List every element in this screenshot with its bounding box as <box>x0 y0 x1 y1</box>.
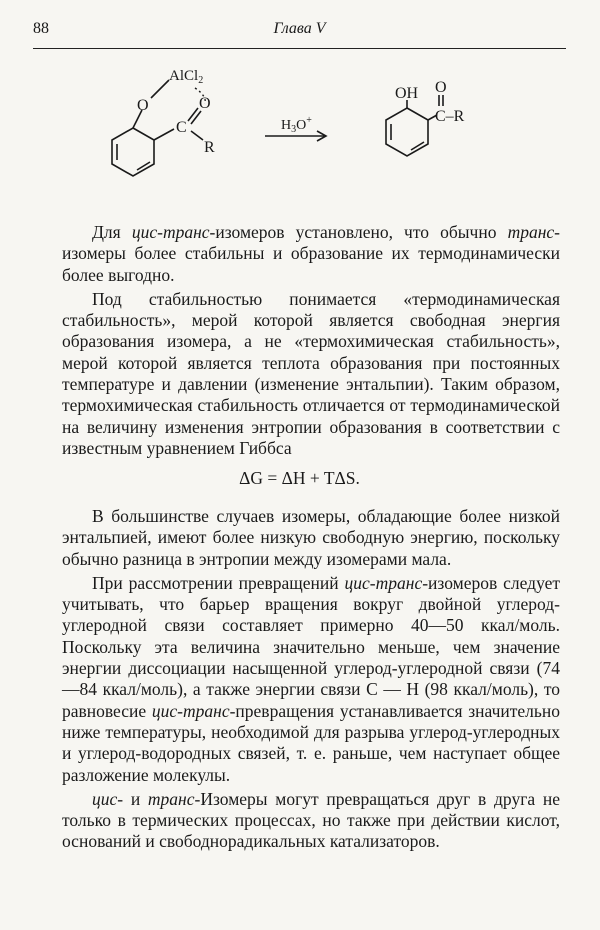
p4-italic-cis-trans-2: цис-транс <box>151 700 230 721</box>
text-block-top <box>62 222 560 462</box>
p1-text-1: Для <box>92 222 132 242</box>
paragraph-5 <box>62 789 560 853</box>
paragraph-1 <box>62 222 560 286</box>
p5-text-2: -Изомеры могут превращаться друг в друга не только в термических процессах, но также при действии кислот, оснований и свободнорадикальных катализаторов. <box>62 788 560 852</box>
p1-text-2: -изомеров установлено, что обычно <box>209 222 508 242</box>
right-carbonyl-oxygen: O <box>435 79 447 96</box>
paragraph-2: Под стабильностью понимается «термодинамическая стабильность», мерой которой является свободная энергия образования изомера, а не «термохимическая стабильность», мерой которой является теплота образования при постоянных температуре и давлении (изменение энтальпии). Таким образом, термохимическая стабильность отличается от термодинамической на величину изменения энтропии образования в соответствии с известным уравнением Гиббса <box>62 288 560 458</box>
paragraph-4 <box>62 573 560 786</box>
reaction-scheme-svg <box>33 58 566 208</box>
page-header <box>33 20 566 46</box>
reaction-scheme <box>33 58 566 208</box>
p4-text-3: -превращения устанавливается значительно ниже температуры, необходимой для разрыва углерод-углеродных и углерод-водородных связей, т. е. раньше, чем наступает общее разложение молекулы. <box>62 700 560 785</box>
left-benzene-ring <box>112 80 203 176</box>
left-metal-label: AlCl$_2$ <box>169 68 204 86</box>
right-hydroxyl: OH <box>395 85 419 102</box>
right-benzene-ring <box>386 95 443 156</box>
page-number: 88 <box>33 20 49 37</box>
reagent-label: $H_3O^+$ <box>281 115 312 135</box>
left-r-group: R <box>204 139 215 156</box>
text-block-bottom <box>62 506 560 856</box>
left-carbonyl-oxygen: O <box>199 95 211 112</box>
header-rule <box>33 48 566 49</box>
p1-italic-cis-trans: цис-транс <box>131 222 210 242</box>
p4-italic-cis-trans-1: цис-транс <box>344 572 423 593</box>
p1-italic-trans: транс <box>507 222 555 242</box>
p5-italic-cis: цис <box>92 788 118 809</box>
p1-text-3: -изомеры более стабильны и образование их термодинамически более выгодно. <box>62 222 560 285</box>
right-acyl-group: C–R <box>435 108 465 125</box>
left-ring-oxygen: O <box>137 97 149 114</box>
p5-italic-trans: транс <box>147 788 195 809</box>
paragraph-3: В большинстве случаев изомеры, обладающие более низкой энтальпией, имеют более низкую свободную энергию, поскольку обычно разница в энтропии между изомерами мала. <box>62 506 560 569</box>
left-carbon: C <box>176 119 187 136</box>
p4-text-2: -изомеров следует учитывать, что барьер вращения вокруг двойной углерод-углеродной связи составляет примерно 40—50 ккал/моль. Поскольку эта величина значительно меньше, чем значение энергии диссоциации насыщенной углерод-углеродной связи (74—84 ккал/моль), а также энергии связи С — Н (98 ккал/моль), то равновесие <box>62 572 561 721</box>
p5-text-1: - и <box>117 788 148 809</box>
p4-text-1: При рассмотрении превращений <box>92 572 345 593</box>
gibbs-equation: ΔG = ΔH + TΔS. <box>239 468 360 488</box>
running-head: Глава V <box>273 20 326 37</box>
